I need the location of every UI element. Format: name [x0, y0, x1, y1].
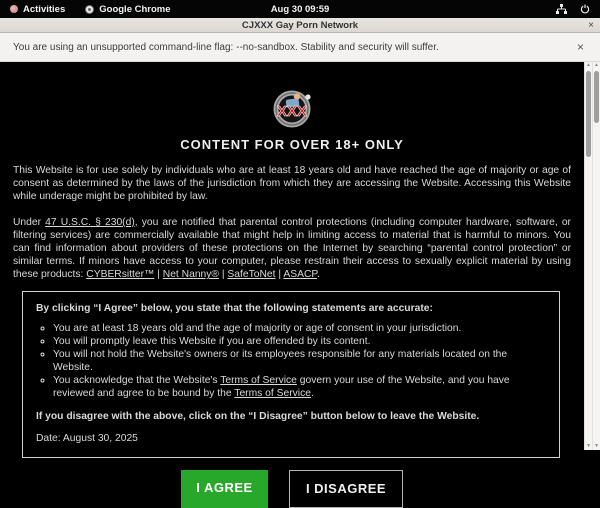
consent-buttons — [0, 470, 584, 508]
terms-of-service-link-1[interactable]: Terms of Service — [220, 374, 297, 386]
scroll-down-icon[interactable]: ▼ — [594, 443, 599, 449]
clock[interactable]: Aug 30 09:59 — [270, 3, 330, 15]
activities-icon — [10, 5, 18, 13]
scrollbar-thumb[interactable] — [586, 71, 591, 157]
netnanny-link[interactable]: Net Nanny® — [162, 269, 220, 281]
scroll-up-icon[interactable]: ▲ — [594, 62, 599, 68]
age-gate-content — [0, 62, 584, 496]
agreement-item-3: ◦ You will not hold the Website's owners or its employees responsible for any materials located on the Website. — [53, 348, 546, 374]
logo-xxx-text: XXX — [276, 103, 308, 120]
cybersitter-link[interactable]: CYBERsitter™ — [86, 269, 155, 281]
page-scrollbar[interactable] — [592, 62, 600, 450]
agreement-list — [53, 322, 546, 400]
chrome-icon — [85, 5, 94, 14]
scroll-down-icon[interactable]: ▼ — [586, 443, 591, 449]
agreement-intro: By clicking “I Agree” below, you state that the following statements are accurate: — [36, 302, 433, 314]
intro-paragraph — [13, 164, 571, 204]
agreement-item-4: ◦ You acknowledge that the Website's Terms of Service govern your use of the Website, and you have reviewed and agree to be bound by the Terms of Service. — [53, 374, 546, 400]
gnome-top-bar — [0, 0, 600, 18]
parental-controls-paragraph: Under 47 U.S.C. § 230(d), you are notified that parental control protections (including computer hardware, software, or filtering services) are commercially available that might help in limiting access to material that is harmful to minors. You can find information about providers of these protections on the Internet by searching “parental control protection” or similar terms. If minors have access to your computer, please restrain their access to sexually explicit material by using these products: CYBERsitter™ | Net Nanny® | SafeToNet | ASACP. — [13, 216, 571, 281]
window-close-icon[interactable]: × — [588, 19, 594, 31]
infobar-message: You are using an unsupported command-line flag: --no-sandbox. Stability and security will suffer. — [13, 41, 439, 53]
app-menu-label: Google Chrome — [99, 3, 171, 15]
infobar-close-icon[interactable]: × — [576, 40, 584, 54]
network-icon[interactable] — [556, 4, 567, 14]
terms-of-service-link-2[interactable]: Terms of Service — [234, 387, 311, 399]
activities-label: Activities — [23, 3, 66, 15]
window-title: CJXXX Gay Porn Network — [241, 19, 359, 31]
site-logo — [271, 88, 313, 130]
usc-230d-link[interactable]: 47 U.S.C. § 230(d) — [45, 216, 135, 228]
i-disagree-button[interactable]: I DISAGREE — [289, 470, 403, 508]
intro-paragraph-text: This Website is for use solely by individuals who are at least 18 years old and have reached the age of majority or age of consent as determined by the laws of the jurisdiction from which they are accessing the Website. Accessing this Website while underage might be prohibited by law. — [13, 165, 571, 203]
safetonet-link[interactable]: SafeToNet — [227, 269, 276, 281]
browser-viewport — [0, 62, 600, 496]
agreement-item-2: ◦ You will promptly leave this Website if you are offended by its content. — [53, 335, 546, 348]
activities-button[interactable] — [0, 0, 75, 18]
inner-scrollbar[interactable] — [584, 62, 592, 450]
page-title: CONTENT FOR OVER 18+ ONLY — [180, 137, 404, 152]
chrome-infobar — [0, 33, 600, 62]
disagree-note: If you disagree with the above, click on the “I Disagree” button below to leave the Website. — [36, 410, 480, 422]
agreement-box — [22, 291, 560, 458]
scrollbar-thumb[interactable] — [594, 71, 599, 123]
window-titlebar[interactable] — [0, 18, 600, 33]
agreement-date: Date: August 30, 2025 — [36, 432, 138, 444]
asacp-link[interactable]: ASACP — [283, 269, 317, 281]
i-agree-button[interactable]: I AGREE — [181, 470, 268, 508]
scroll-up-icon[interactable]: ▲ — [586, 62, 591, 68]
scrollbar-area — [584, 62, 600, 450]
app-menu-google-chrome[interactable] — [75, 0, 180, 18]
agreement-item-1: ◦ You are at least 18 years old and the age of majority or age of consent in your jurisdiction. — [53, 322, 546, 335]
power-icon[interactable] — [580, 4, 590, 14]
